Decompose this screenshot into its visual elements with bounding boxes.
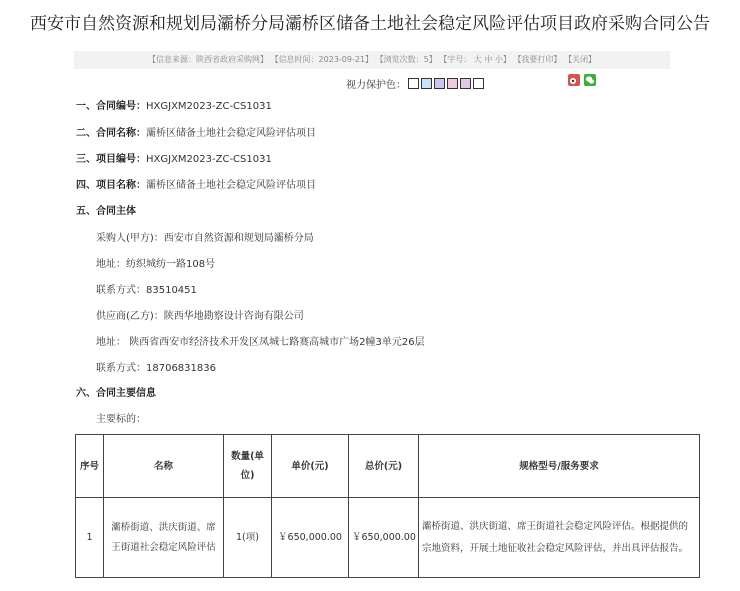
table-row <box>76 498 700 578</box>
eye-protection-bar <box>346 75 484 91</box>
info-views: 【浏览次数：5】 <box>375 55 437 64</box>
table-header-row <box>76 435 700 498</box>
contract-name-label: 二、合同名称： <box>76 128 146 139</box>
cell-unit-price: ￥650,000.00 <box>272 498 349 578</box>
page-title: 西安市自然资源和规划局灞桥分局灞桥区储备土地社会稳定风险评估项目政府采购合同公告 <box>30 14 710 34</box>
color-swatch-white-2[interactable] <box>473 78 484 89</box>
header-unit-price: 单价(元) <box>272 435 349 498</box>
color-swatch-pink[interactable] <box>447 78 458 89</box>
header-spec: 规格型号/服务要求 <box>419 435 700 498</box>
header-name: 名称 <box>104 435 224 498</box>
info-bar <box>74 51 670 69</box>
contract-parties-label: 五、合同主体 <box>76 206 136 217</box>
cell-qty: 1(项) <box>224 498 272 578</box>
main-info-label: 六、合同主要信息 <box>76 388 156 399</box>
supplier-contact: 联系方式：18706831836 <box>96 363 216 374</box>
cell-total: ￥650,000.00 <box>349 498 419 578</box>
buyer-contact: 联系方式：83510451 <box>96 285 197 296</box>
color-swatch-white[interactable] <box>408 78 419 89</box>
contract-items-table <box>75 434 700 578</box>
wechat-share-icon[interactable] <box>584 74 596 86</box>
contract-name-row <box>76 124 316 139</box>
contract-name-value: 灞桥区储备土地社会稳定风险评估项目 <box>146 128 316 139</box>
contract-number-label: 一、合同编号： <box>76 101 146 112</box>
share-icons <box>568 74 596 86</box>
project-name-value: 灞桥区储备土地社会稳定风险评估项目 <box>146 180 316 191</box>
info-source: 【信息来源：陕西省政府采购网】 <box>148 55 269 64</box>
project-name-label: 四、项目名称： <box>76 180 146 191</box>
color-swatch-blue[interactable] <box>421 78 432 89</box>
print-link[interactable]: 【我要打印】 <box>513 55 562 64</box>
main-subject-label: 主要标的： <box>96 414 146 425</box>
buyer-address: 地址：纺织城纺一路108号 <box>96 259 216 270</box>
info-time: 【信息时间：2023-09-21】 <box>270 55 374 64</box>
color-swatch-mauve[interactable] <box>460 78 471 89</box>
project-number-value: HXGJXM2023-ZC-CS1031 <box>146 154 272 165</box>
font-size-selector[interactable]: 【字号： 大 中 小】 <box>439 55 511 64</box>
header-qty: 数量(单位) <box>224 435 272 498</box>
project-name-row <box>76 176 316 191</box>
header-seq: 序号 <box>76 435 104 498</box>
header-total: 总价(元) <box>349 435 419 498</box>
main-info-heading <box>76 384 156 399</box>
contract-number-value: HXGJXM2023-ZC-CS1031 <box>146 101 272 112</box>
weibo-share-icon[interactable] <box>568 74 580 86</box>
cell-name: 灞桥街道、洪庆街道、席王街道社会稳定风险评估 <box>104 498 224 578</box>
eye-protection-label: 视力保护色： <box>346 79 406 91</box>
buyer: 采购人(甲方)：西安市自然资源和规划局灞桥分局 <box>96 233 314 244</box>
project-number-row <box>76 150 272 165</box>
color-swatch-lavender[interactable] <box>434 78 445 89</box>
supplier: 供应商(乙方)：陕西华地勘察设计咨询有限公司 <box>96 311 304 322</box>
supplier-address: 地址： 陕西省西安市经济技术开发区凤城七路赛高城市广场2幢3单元26层 <box>96 337 425 348</box>
contract-parties-heading <box>76 202 136 217</box>
project-number-label: 三、项目编号： <box>76 154 146 165</box>
cell-spec: 灞桥街道、洪庆街道、席王街道社会稳定风险评估。根据提供的宗地资料，开展土地征收社会稳定风险评估，并出具评估报告。 <box>419 498 700 578</box>
contract-number-row <box>76 97 272 112</box>
close-link[interactable]: 【关闭】 <box>563 55 596 64</box>
cell-seq: 1 <box>76 498 104 578</box>
